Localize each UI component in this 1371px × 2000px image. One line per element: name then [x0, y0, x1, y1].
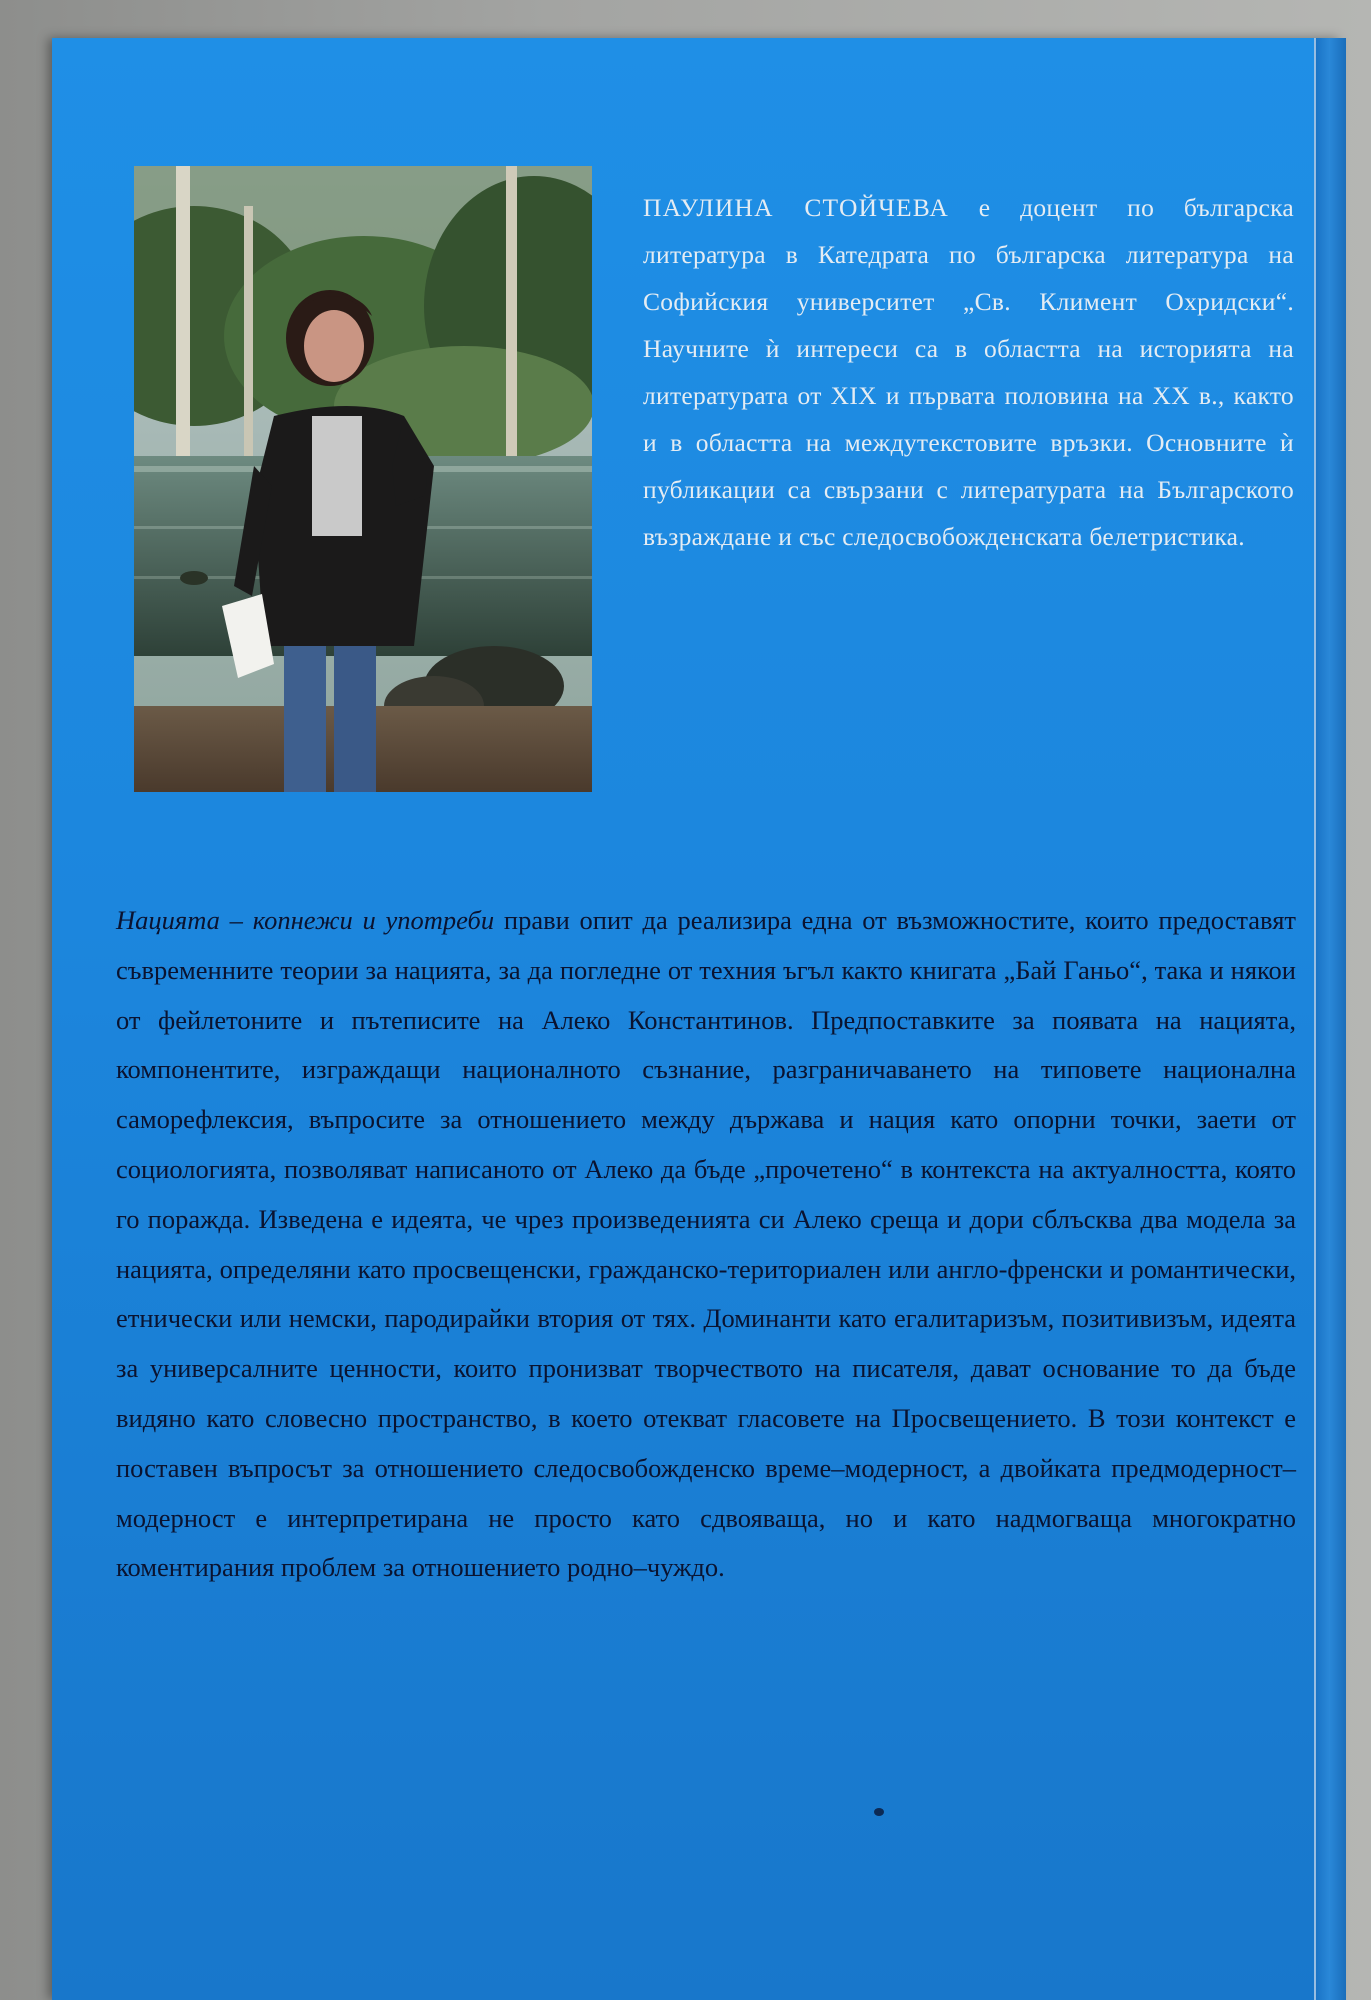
book-back-cover: [52, 38, 1342, 2000]
author-photo: [134, 166, 592, 792]
book-summary: [116, 896, 1296, 1593]
book-spine: [1314, 38, 1346, 2000]
author-biography-text: е доцент по българска литература в Катедрата по българска литература на Софийския университет „Св. Климент Охридски“. Научните ѝ интереси са в областта на историята на литературата от XIX и първата половина на XX в., както и в областта на междутекстовите връзки. Основните ѝ публикации са свързани с литературата на Българското възраждане и със следосвобожденската белетристика.: [643, 193, 1294, 551]
book-summary-text: прави опит да реализира една от възможностите, които предоставят съвременните теории за нацията, за да погледне от техния ъгъл както книгата „Бай Ганьо“, така и някои от фейлетоните и пътеписите на Алеко Константинов. Предпоставките за появата на нацията, компонентите, изграждащи националното съзнание, разграничаването на типовете национална саморефлексия, въпросите за отношението между държава и нация като опорни точки, заети от социологията, позволяват написаното от Алеко да бъде „прочетено“ в контекста на актуалността, която го поражда. Изведена е идеята, че чрез произведенията си Алеко среща и дори сблъсква два модела за нацията, определяни като просвещенски, гражданско-териториален или англо-френски и романтически, етнически или немски, пародирайки втория от тях. Доминанти като егалитаризъм, позитивизъм, идеята за универсалните ценности, които пронизват творчеството на писателя, дават основание то да бъде видяно като словесно пространство, в което отекват гласовете на Просвещението. В този контекст е поставен въпросът за отношението следосвобожденско време–модерност, а двойката предмодерност–модерност е интерпретирана не просто като сдвояваща, но и като надмогваща многократно коментирания проблем за отношението родно–чуждо.: [116, 905, 1296, 1583]
book-title: Нацията – копнежи и употреби: [116, 905, 495, 935]
print-speck: [874, 1808, 884, 1816]
author-name: ПАУЛИНА СТОЙЧЕВА: [643, 193, 949, 222]
author-biography: [643, 184, 1294, 560]
